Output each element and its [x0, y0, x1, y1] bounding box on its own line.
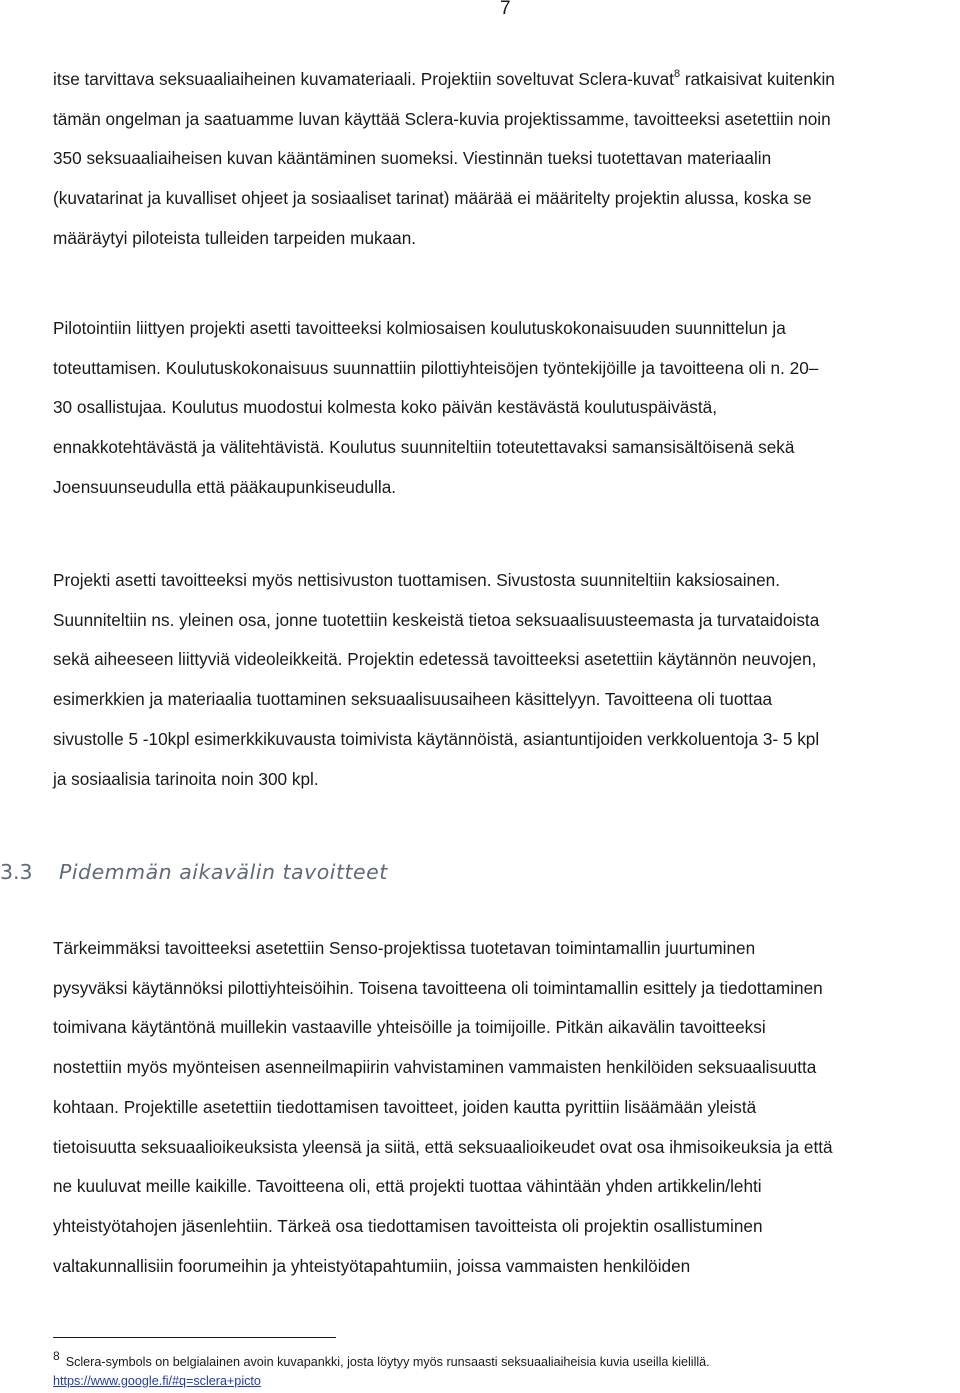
paragraph-line: 30 osallistujaa. Koulutus muodostui kolmesta koko päivän kestävästä koulutuspäivästä,: [53, 397, 718, 418]
footnote-text: Sclera-symbols on belgialainen avoin kuvapankki, josta löytyy myös runsaasti seksuaaliaiheisia kuvia useilla kielillä.: [65, 1355, 710, 1369]
footnote: [53, 1347, 953, 1391]
paragraph-line: ennakkotehtävästä ja välitehtävistä. Koulutus suunniteltiin toteutettavaksi samansisältöisenä sekä: [53, 437, 795, 458]
paragraph-line: Suunniteltiin ns. yleinen osa, jonne tuotettiin keskeistä tietoa seksuaalisuusteemasta ja turvataidoista: [53, 609, 820, 630]
paragraph-line: ja sosiaalisia tarinoita noin 300 kpl.: [53, 768, 319, 789]
paragraph-line: Projekti asetti tavoitteeksi myös nettisivuston tuottamisen. Sivustosta suunniteltiin kaksiosainen.: [53, 570, 781, 590]
footnote-separator: [53, 1337, 336, 1338]
paragraph-line: ne kuuluvat meille kaikille. Tavoitteena oli, että projekti tuottaa vähintään yhden artikkelin/lehti: [53, 1176, 762, 1197]
paragraph-4: [53, 929, 960, 1286]
paragraph-line: tietoisuutta seksuaalioikeuksista yleensä ja siitä, että seksuaalioikeudet ovat osa ihmisoikeuksia ja että: [53, 1136, 833, 1157]
paragraph-line: kohtaan. Projektille asetettiin tiedottamisen tavoitteet, joiden kautta pyrittiin lisäämään yleistä: [53, 1096, 757, 1117]
paragraph-line: Joensuunseudulla että pääkaupunkiseudulla.: [53, 476, 397, 497]
paragraph-line: nostettiin myös myönteisen asenneilmapiirin vahvistaminen vammaisten henkilöiden seksuaalisuutta: [53, 1057, 817, 1078]
paragraph-line: Tärkeimmäksi tavoitteeksi asetettiin Senso-projektissa tuotetavan toimintamallin juurtuminen: [53, 938, 756, 958]
footnote-number: 8: [53, 1349, 60, 1363]
paragraph-line: esimerkkien ja materiaalia tuottaminen seksuaalisuusaiheen käsittelyyn. Tavoitteena oli tuottaa: [53, 689, 773, 710]
paragraph-line: yhteistyötahojen jäsenlehtiin. Tärkeä osa tiedottamisen tavoitteista oli projektin osallistuminen: [53, 1215, 763, 1236]
paragraph-line: toteuttamisen. Koulutuskokonaisuus suunnattiin pilottiyhteisöjen työntekijöille ja tavoitteena oli n. 20–: [53, 357, 819, 378]
paragraph-line: määräytyi piloteista tulleiden tarpeiden mukaan.: [53, 227, 417, 248]
page-number: 7: [500, 0, 511, 19]
section-title: Pidemmän aikavälin tavoitteet: [59, 860, 388, 884]
paragraph-line: pysyväksi käytännöksi pilottiyhteisöihin. Toisena tavoitteena oli toimintamallin esittely ja tiedottaminen: [53, 977, 823, 998]
footnote-reference: 8: [673, 68, 681, 80]
section-number: 3.3: [0, 860, 33, 884]
paragraph-line: valtakunnallisiin foorumeihin ja yhteistyötapahtumiin, joissa vammaisten henkilöiden: [53, 1255, 691, 1276]
paragraph-1: [53, 55, 960, 259]
footnote-link[interactable]: https://www.google.fi/#q=sclera+picto: [53, 1374, 261, 1388]
paragraph-3: [53, 561, 960, 799]
paragraph-2: [53, 309, 960, 508]
paragraph-line: toimivana käytäntönä muillekin vastaaville yhteisöille ja toimijoille. Pitkän aikavälin tavoitteeksi: [53, 1017, 766, 1038]
paragraph-line: sekä aiheeseen liittyviä videoleikkeitä. Projektin edetessä tavoitteeksi asetettiin käytännön neuvojen,: [53, 649, 817, 670]
paragraph-line: itse tarvittava seksuaaliaiheinen kuvamateriaali. Projektiin soveltuvat Sclera-kuvat: [53, 69, 674, 89]
paragraph-line: 350 seksuaaliaiheisen kuvan kääntäminen suomeksi. Viestinnän tueksi tuotettavan materiaalin: [53, 148, 772, 169]
paragraph-line: Pilotointiin liittyen projekti asetti tavoitteeksi kolmiosaisen koulutuskokonaisuuden suunnittelun ja: [53, 318, 786, 338]
paragraph-line: (kuvatarinat ja kuvalliset ohjeet ja sosiaaliset tarinat) määrää ei määritelty projektin alussa, koska se: [53, 188, 812, 209]
paragraph-line: ratkaisivat kuitenkin: [680, 69, 835, 89]
paragraph-line: tämän ongelman ja saatuamme luvan käyttää Sclera-kuvia projektissamme, tavoitteeksi asetettiin noin: [53, 108, 831, 129]
paragraph-line: sivustolle 5 -10kpl esimerkkikuvausta toimivista käytännöistä, asiantuntijoiden verkkoluentoja 3- 5 kpl: [53, 728, 820, 749]
